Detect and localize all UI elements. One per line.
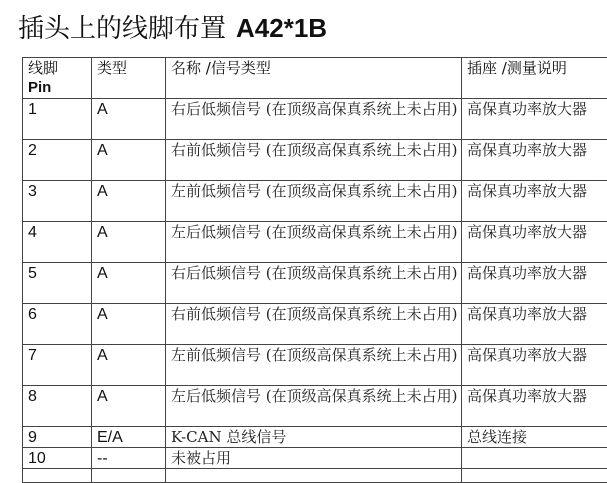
pin-socket: 高保真功率放大器 xyxy=(462,386,607,427)
pin-description: 左后低频信号 (在顶级高保真系统上未占用) xyxy=(166,222,462,263)
table-row xyxy=(23,345,607,386)
pin-number: 2 xyxy=(23,140,92,181)
pin-socket: 高保真功率放大器 xyxy=(462,345,607,386)
cut-cell xyxy=(166,469,462,483)
pin-type: A xyxy=(92,140,166,181)
table-row xyxy=(23,99,607,140)
table-row xyxy=(23,222,607,263)
pin-type: E/A xyxy=(92,427,166,448)
pin-socket: 总线连接 xyxy=(462,427,607,448)
pin-description: K-CAN 总线信号 xyxy=(166,427,462,448)
title-text: 插头上的线脚布置 xyxy=(18,14,226,44)
header-pin-line1: 线脚 xyxy=(28,59,58,77)
header-type: 类型 xyxy=(92,58,166,99)
header-name: 名称 /信号类型 xyxy=(166,58,462,99)
document-title xyxy=(18,11,327,46)
pin-description: 右前低频信号 (在顶级高保真系统上未占用) xyxy=(166,304,462,345)
pin-type: A xyxy=(92,222,166,263)
header-socket: 插座 /测量说明 xyxy=(462,58,607,99)
header-pin-line2: Pin xyxy=(28,79,51,96)
pin-socket: 高保真功率放大器 xyxy=(462,263,607,304)
pin-number: 8 xyxy=(23,386,92,427)
table-row xyxy=(23,448,607,469)
pin-socket xyxy=(462,448,607,469)
table-row xyxy=(23,181,607,222)
table-header-row xyxy=(23,58,607,99)
pin-type: -- xyxy=(92,448,166,469)
pin-number: 1 xyxy=(23,99,92,140)
table-row xyxy=(23,140,607,181)
cut-cell xyxy=(23,469,92,483)
pin-socket: 高保真功率放大器 xyxy=(462,99,607,140)
table-row xyxy=(23,386,607,427)
pin-socket: 高保真功率放大器 xyxy=(462,304,607,345)
connector-code: A42*1B xyxy=(236,13,327,43)
pin-description: 右前低频信号 (在顶级高保真系统上未占用) xyxy=(166,140,462,181)
pin-description: 右后低频信号 (在顶级高保真系统上未占用) xyxy=(166,263,462,304)
cut-cell xyxy=(462,469,607,483)
pin-socket: 高保真功率放大器 xyxy=(462,222,607,263)
table-row xyxy=(23,304,607,345)
pin-description: 左前低频信号 (在顶级高保真系统上未占用) xyxy=(166,345,462,386)
pin-number: 7 xyxy=(23,345,92,386)
pin-type: A xyxy=(92,345,166,386)
pin-type: A xyxy=(92,181,166,222)
table-row xyxy=(23,427,607,448)
pin-socket: 高保真功率放大器 xyxy=(462,181,607,222)
pin-type: A xyxy=(92,386,166,427)
pin-number: 5 xyxy=(23,263,92,304)
pin-number: 6 xyxy=(23,304,92,345)
pin-number: 4 xyxy=(23,222,92,263)
pin-type: A xyxy=(92,99,166,140)
pin-description: 左前低频信号 (在顶级高保真系统上未占用) xyxy=(166,181,462,222)
pin-assignment-table xyxy=(22,57,607,483)
table-row-cut-off xyxy=(23,469,607,483)
pin-number: 3 xyxy=(23,181,92,222)
pin-type: A xyxy=(92,304,166,345)
cut-cell xyxy=(92,469,166,483)
pin-description: 未被占用 xyxy=(166,448,462,469)
pin-description: 左后低频信号 (在顶级高保真系统上未占用) xyxy=(166,386,462,427)
table-row xyxy=(23,263,607,304)
pin-number: 10 xyxy=(23,448,92,469)
header-pin xyxy=(23,58,92,99)
pin-type: A xyxy=(92,263,166,304)
pin-number: 9 xyxy=(23,427,92,448)
pin-socket: 高保真功率放大器 xyxy=(462,140,607,181)
pin-description: 右后低频信号 (在顶级高保真系统上未占用) xyxy=(166,99,462,140)
